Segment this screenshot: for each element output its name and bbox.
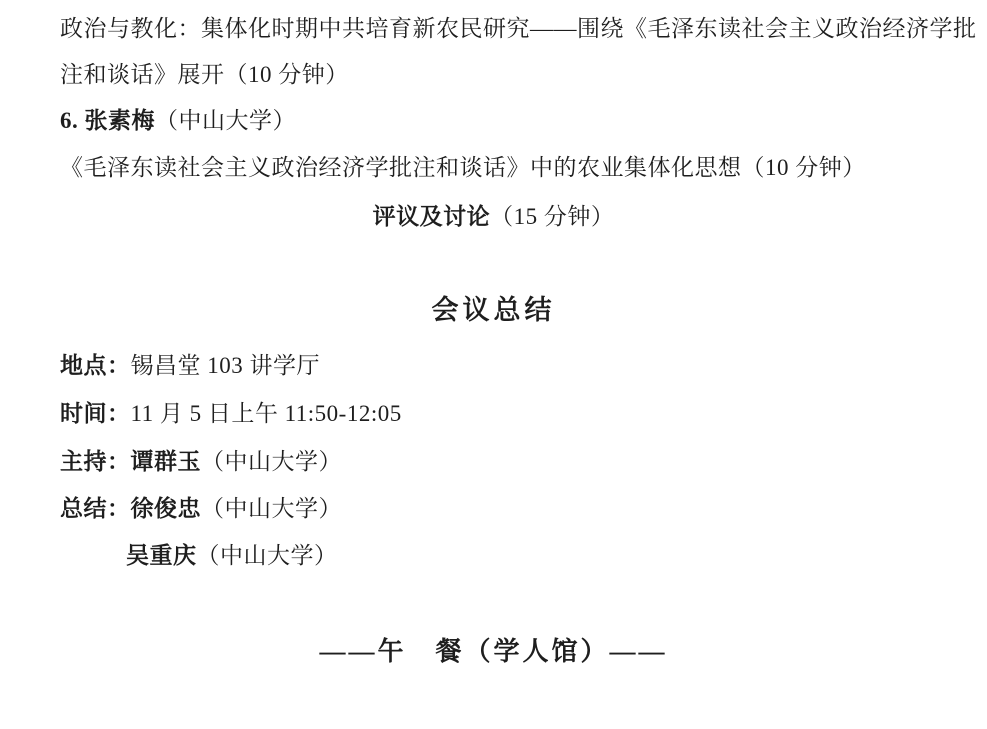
paper-title-text-1: 政治与教化：集体化时期中共培育新农民研究——围绕《毛泽东读社会主义政治经济学批 bbox=[60, 16, 977, 41]
venue-label: 地点： bbox=[60, 353, 131, 378]
venue-value: 锡昌堂 103 讲学厅 bbox=[130, 353, 320, 378]
discussion-duration: （15 分钟） bbox=[490, 204, 615, 229]
paper-title-line-1 bbox=[60, 14, 977, 44]
speaker-affiliation: （中山大学） bbox=[155, 108, 296, 133]
discussion-label: 评议及讨论 bbox=[372, 204, 491, 229]
lunch-line bbox=[0, 637, 987, 667]
paper-title-item-6 bbox=[60, 153, 947, 183]
venue-line bbox=[60, 351, 947, 381]
paper-title-text-2: 注和谈话》展开（10 分钟） bbox=[60, 62, 349, 87]
chair-label: 主持： bbox=[60, 449, 131, 474]
paper-title-text-6: 《毛泽东读社会主义政治经济学批注和谈话》中的农业集体化思想（10 分钟） bbox=[60, 155, 866, 180]
paper-title-line-2 bbox=[60, 60, 947, 90]
summarizer1-affiliation: （中山大学） bbox=[201, 496, 342, 521]
summary-heading bbox=[0, 295, 987, 325]
summarizer-line-2 bbox=[126, 541, 947, 571]
speaker-number-name: 6. 张素梅 bbox=[60, 108, 155, 133]
summarizer2-name: 吴重庆 bbox=[126, 543, 197, 568]
summarizer1-name: 徐俊忠 bbox=[130, 496, 201, 521]
summary-heading-text: 会议总结 bbox=[431, 295, 556, 325]
time-line bbox=[60, 399, 947, 429]
chair-line bbox=[60, 447, 947, 477]
summarizer-label: 总结： bbox=[60, 496, 131, 521]
summarizer-line-1 bbox=[60, 494, 947, 524]
speaker-item-6 bbox=[60, 106, 947, 136]
summarizer2-affiliation: （中山大学） bbox=[196, 543, 338, 568]
lunch-text: ——午 餐（学人馆）—— bbox=[319, 637, 668, 666]
time-value: 11 月 5 日上午 11:50-12:05 bbox=[130, 401, 402, 426]
chair-affiliation: （中山大学） bbox=[201, 449, 342, 474]
chair-name: 谭群玉 bbox=[130, 449, 201, 474]
time-label: 时间： bbox=[60, 401, 131, 426]
discussion-line bbox=[0, 202, 987, 232]
